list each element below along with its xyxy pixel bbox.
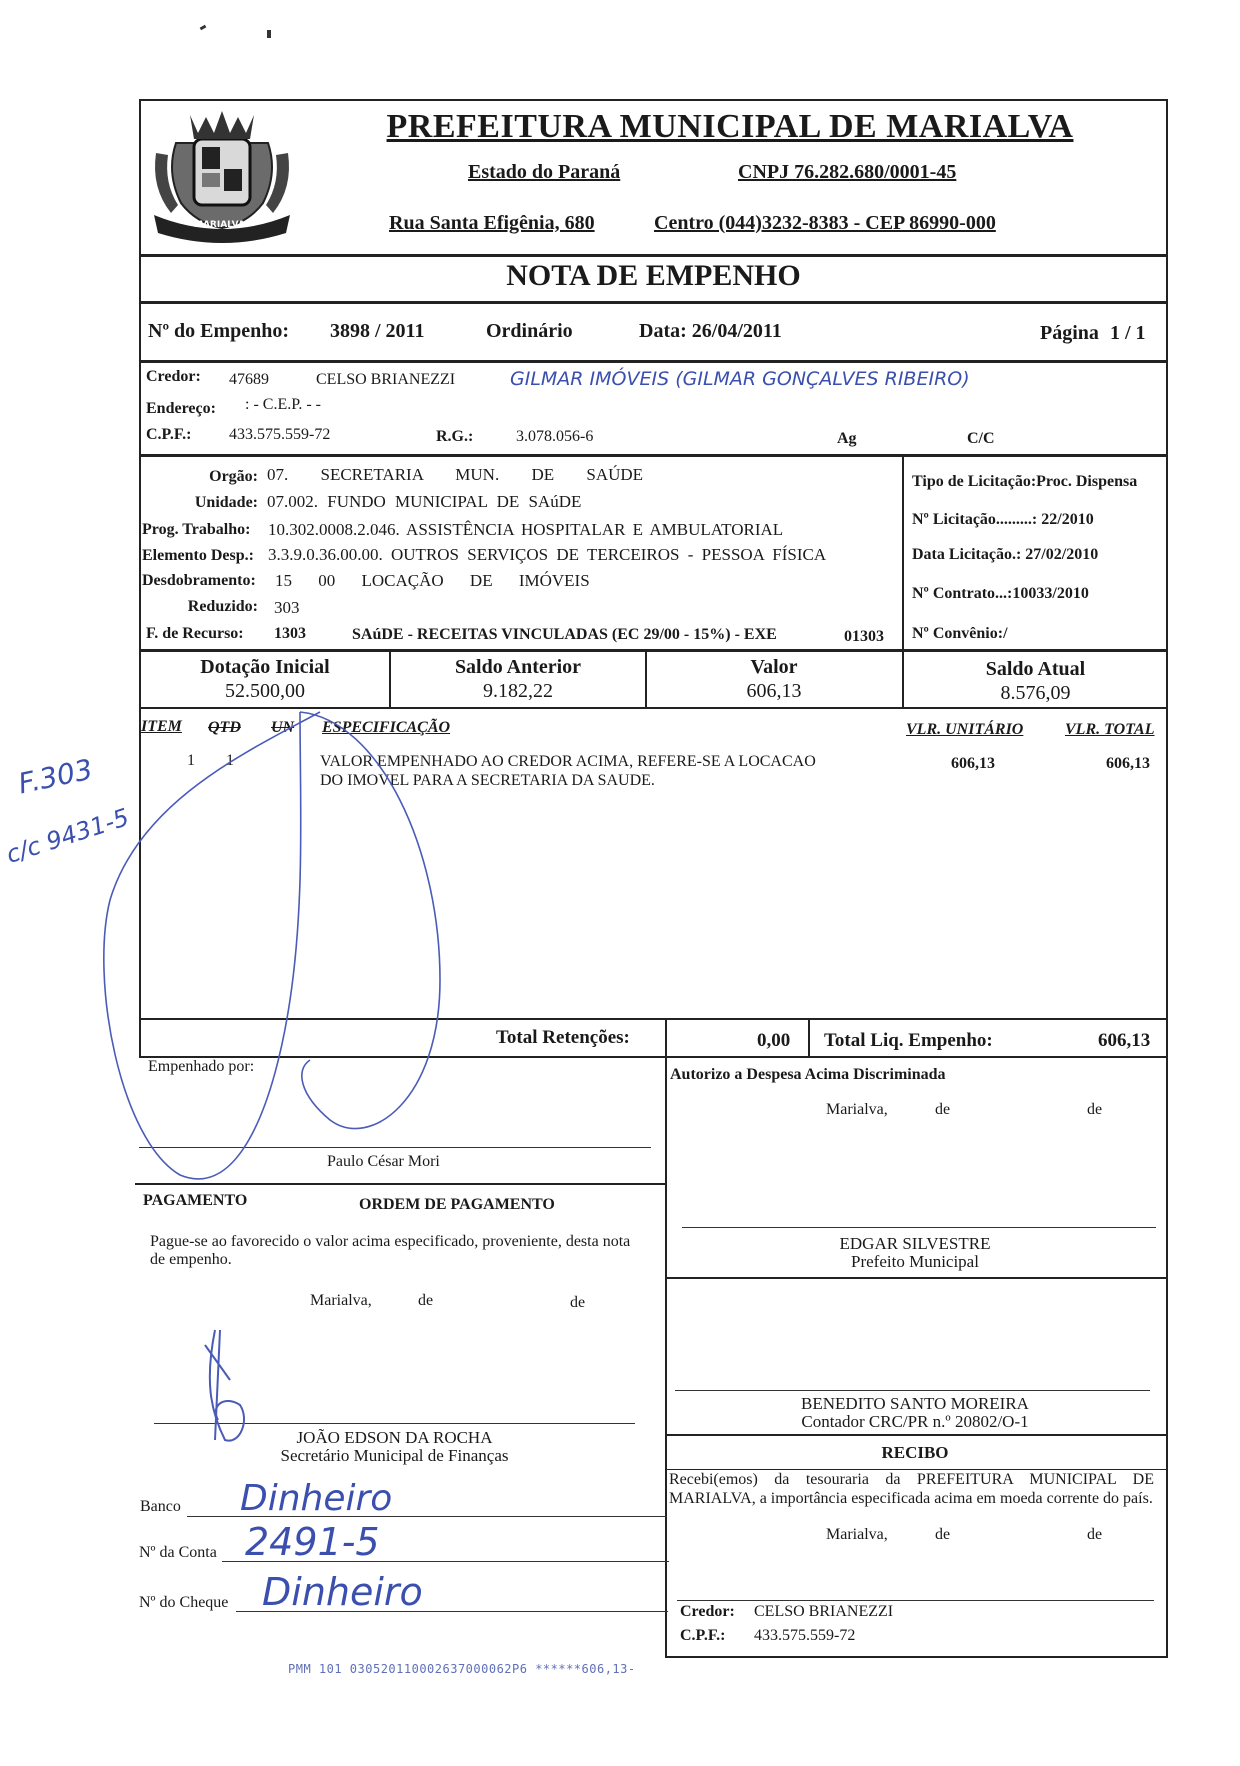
recurso-label: F. de Recurso:	[146, 625, 244, 642]
elemento-label: Elemento Desp.:	[142, 547, 254, 564]
desdobramento-label: Desdobramento:	[142, 572, 256, 589]
item-spec-line2: DO IMOVEL PARA A SECRETARIA DA SAUDE.	[320, 772, 655, 789]
desdobramento-value: 15 00 LOCAÇÃO DE IMÓVEIS	[275, 571, 590, 590]
recibo-de-1: de	[935, 1526, 951, 1543]
licitacao-data: Data Licitação.: 27/02/2010	[912, 546, 1099, 563]
margin-note-account: c/c 9431-5	[2, 803, 133, 869]
mayor-title: Prefeito Municipal	[851, 1252, 979, 1271]
saldo-atual-label: Saldo Atual	[985, 658, 1086, 680]
saldo-atual-value: 8.576,09	[1000, 682, 1071, 704]
secretary-title: Secretário Municipal de Finanças	[280, 1446, 509, 1465]
pagamento-top-border	[135, 1183, 666, 1185]
total-liq-label: Total Liq. Empenho:	[824, 1030, 993, 1051]
lower-bottom-border	[665, 1656, 1168, 1658]
contador-title: Contador CRC/PR n.º 20802/O-1	[801, 1412, 1029, 1431]
retencoes-label: Total Retenções:	[496, 1027, 630, 1048]
orgao-value: 07. SECRETARIA MUN. DE SAÚDE	[267, 465, 644, 484]
item-qty: 1	[226, 752, 234, 769]
orgao-label: Orgão:	[209, 468, 258, 485]
municipal-crest-logo	[146, 103, 298, 248]
unidade-label: Unidade:	[194, 494, 258, 511]
recibo-credor-label: Credor:	[680, 1603, 735, 1620]
licitacao-numero: Nº Licitação.........: 22/2010	[912, 511, 1094, 528]
conta-handwritten: 2491-5	[245, 1520, 380, 1564]
item-number: 1	[187, 752, 195, 769]
banco-handwritten: Dinheiro	[240, 1478, 393, 1519]
mayor-signature-line	[682, 1227, 1156, 1228]
secretary-signature-line	[154, 1423, 635, 1424]
ag-label: Ag	[837, 430, 857, 447]
total-liq-value: 606,13	[1098, 1030, 1151, 1051]
rg-value: 3.078.056-6	[516, 428, 594, 445]
crest-banner-text: MARIALVA	[194, 220, 245, 230]
elemento-value: 3.3.9.0.36.00.00. OUTROS SERVIÇOS DE TERCEIROS - PESSOA FÍSICA	[268, 545, 827, 564]
licitacao-contrato: Nº Contrato...:10033/2010	[912, 585, 1089, 602]
pagamento-de-1: de	[418, 1292, 434, 1309]
unidade-value: 07.002. FUNDO MUNICIPAL DE SAúDE	[267, 492, 582, 511]
items-left-border	[139, 709, 141, 1018]
contador-name: BENEDITO SANTO MOREIRA	[801, 1394, 1029, 1413]
items-right-border	[1166, 709, 1168, 1018]
cpf-value: 433.575.559-72	[229, 426, 331, 443]
recibo-city: Marialva,	[826, 1526, 888, 1543]
prog-value: 10.302.0008.2.046. ASSISTÊNCIA HOSPITALAR E AMBULATORIAL	[268, 520, 784, 539]
totals-box	[139, 1018, 1168, 1058]
recibo-cpf-label: C.P.F.:	[680, 1627, 726, 1644]
items-header-vlr-total: VLR. TOTAL	[1065, 721, 1155, 738]
empenhado-signature-line	[139, 1147, 651, 1148]
cpf-label: C.P.F.:	[146, 426, 192, 443]
footer-code: PMM 101 030520110002637000062P6 ******606,13-	[288, 1662, 636, 1676]
items-header-un: UN	[271, 719, 295, 736]
prog-label: Prog. Trabalho:	[142, 521, 251, 538]
header-address: Rua Santa Efigênia, 680	[389, 212, 595, 234]
recibo-cpf-value: 433.575.559-72	[754, 1627, 856, 1644]
header-district-phone-cep: Centro (044)3232-8383 - CEP 86990-000	[654, 212, 996, 234]
licitacao-convenio: Nº Convênio:/	[912, 625, 1008, 642]
valor-label: Valor	[750, 656, 798, 678]
ordem-pagamento-label: ORDEM DE PAGAMENTO	[359, 1196, 555, 1213]
conta-label: Nº da Conta	[139, 1544, 217, 1561]
dotacao-value: 52.500,00	[225, 680, 305, 702]
pagamento-de-2: de	[570, 1294, 586, 1311]
retencoes-value: 0,00	[757, 1030, 791, 1051]
autorizo-de-2: de	[1087, 1101, 1103, 1118]
reduzido-value: 303	[274, 598, 300, 617]
empenhado-name: Paulo César Mori	[327, 1153, 440, 1170]
mayor-name: EDGAR SILVESTRE	[839, 1234, 991, 1253]
margin-note-recurso: F.303	[15, 752, 96, 801]
items-header-espec: ESPECIFICAÇÃO	[322, 719, 451, 736]
scan-mark	[200, 25, 207, 31]
classification-divider	[902, 455, 904, 651]
autorizo-city: Marialva,	[826, 1101, 888, 1118]
empenhado-label: Empenhado por:	[148, 1058, 255, 1075]
cheque-label: Nº do Cheque	[139, 1594, 229, 1611]
recibo-text: Recebi(emos) da tesouraria da PREFEITURA MUNICIPAL DE MARIALVA, a importância especificada acima em moeda corrente do país.	[669, 1471, 1154, 1507]
item-unit-value: 606,13	[951, 755, 995, 772]
pagamento-city: Marialva,	[310, 1292, 372, 1309]
autorizo-label: Autorizo a Despesa Acima Discriminada	[670, 1066, 946, 1083]
endereco-value: : - C.E.P. - -	[245, 396, 321, 413]
saldo-anterior-value: 9.182,22	[483, 680, 553, 702]
empenho-type: Ordinário	[486, 320, 573, 342]
doc-title: NOTA DE EMPENHO	[506, 259, 801, 292]
credor-handwritten-note: GILMAR IMÓVEIS (GILMAR GONÇALVES RIBEIRO)	[510, 368, 970, 390]
header-state: Estado do Paraná	[468, 161, 621, 183]
credor-code: 47689	[229, 371, 269, 388]
recibo-signature-line	[677, 1600, 1154, 1601]
page-label: Página	[1040, 322, 1099, 344]
endereco-label: Endereço:	[146, 400, 216, 417]
recurso-description: SAúDE - RECEITAS VINCULADAS (EC 29/00 - 15%) - EXE	[352, 626, 777, 643]
recibo-credor-name: CELSO BRIANEZZI	[754, 1603, 894, 1620]
pagamento-text: Pague-se ao favorecido o valor acima especificado, proveniente, desta nota de empenho.	[150, 1233, 631, 1268]
valor-value: 606,13	[746, 680, 802, 702]
banco-label: Banco	[140, 1498, 181, 1515]
recurso-code: 1303	[274, 625, 306, 642]
items-header-vlr-unit: VLR. UNITÁRIO	[906, 721, 1024, 738]
cc-label: C/C	[967, 430, 995, 447]
autorizo-de-1: de	[935, 1101, 951, 1118]
contador-signature-line	[675, 1390, 1150, 1391]
header-cnpj: CNPJ 76.282.680/0001-45	[738, 161, 957, 183]
item-spec-line1: VALOR EMPENHADO AO CREDOR ACIMA, REFERE-SE A LOCACAO	[320, 753, 816, 770]
empenho-date: Data: 26/04/2011	[639, 320, 782, 342]
page-number: 1 / 1	[1110, 322, 1146, 344]
recibo-label: RECIBO	[881, 1443, 949, 1462]
pagamento-label: PAGAMENTO	[143, 1192, 248, 1209]
empenho-number: 3898 / 2011	[330, 320, 425, 342]
lower-right-border	[1166, 1058, 1168, 1658]
mayor-box-bottom	[665, 1277, 1168, 1279]
rg-label: R.G.:	[436, 428, 474, 445]
cheque-handwritten: Dinheiro	[262, 1570, 423, 1614]
licitacao-tipo: Tipo de Licitação:Proc. Dispensa	[912, 473, 1138, 490]
header-title: PREFEITURA MUNICIPAL DE MARIALVA	[386, 108, 1074, 145]
contador-box-bottom	[665, 1434, 1168, 1436]
item-total-value: 606,13	[1106, 755, 1150, 772]
empenho-number-label: Nº do Empenho:	[148, 320, 290, 342]
items-header-item: ITEM	[141, 718, 182, 735]
recurso-code-2: 01303	[844, 628, 884, 645]
totals-divider	[808, 1018, 810, 1058]
reduzido-label: Reduzido:	[187, 598, 258, 615]
credor-label: Credor:	[146, 368, 201, 385]
recibo-de-2: de	[1087, 1526, 1103, 1543]
scan-mark	[267, 30, 271, 38]
credor-name: CELSO BRIANEZZI	[316, 371, 456, 388]
secretary-name: JOÃO EDSON DA ROCHA	[296, 1428, 493, 1447]
items-header-qtd: QTD	[208, 719, 241, 736]
totals-divider	[665, 1018, 667, 1058]
saldo-anterior-label: Saldo Anterior	[454, 656, 582, 678]
lower-middle-border	[665, 1058, 667, 1658]
dotacao-label: Dotação Inicial	[200, 656, 330, 678]
